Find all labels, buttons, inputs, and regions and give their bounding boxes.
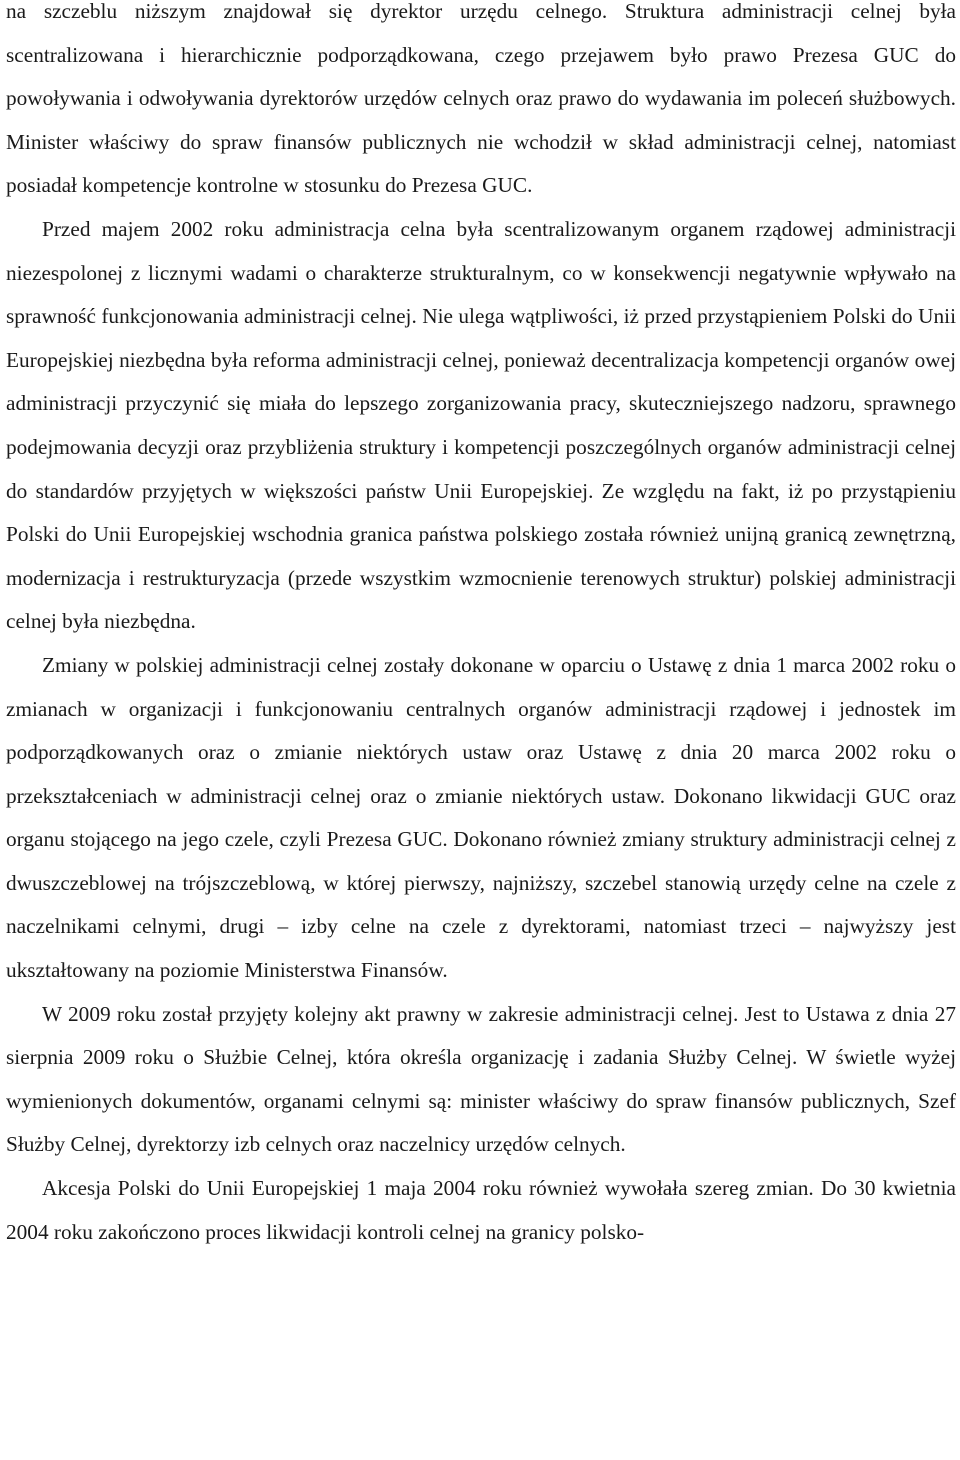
paragraph-5: Akcesja Polski do Unii Europejskiej 1 maja 2004 roku również wywołała szereg zmian. Do 30 kwietnia 2004 roku zakończono proces likwidacji kontroli celnej na granicy polsko- [6,1176,956,1244]
paragraph-3: Zmiany w polskiej administracji celnej zostały dokonane w oparciu o Ustawę z dnia 1 marca 2002 roku o zmianach w organizacji i funkcjonowaniu centralnych organów administracji rządowej i jednostek im podporządkowanych oraz o zmianie niektórych ustaw oraz Ustawę z dnia 20 marca 2002 roku o przekształceniach w administracji celnej oraz o zmianie niektórych ustaw. Dokonano likwidacji GUC oraz organu stojącego na jego czele, czyli Prezesa GUC. Dokonano również zmiany struktury administracji celnej z dwuszczeblowej na trójszczeblową, w której pierwszy, najniższy, szczebel stanowią urzędy celne na czele z naczelnikami celnymi, drugi – izby celne na czele z dyrektorami, natomiast trzeci – najwyższy jest ukształtowany na poziomie Ministerstwa Finansów. [6,652,956,983]
paragraph-4: W 2009 roku został przyjęty kolejny akt prawny w zakresie administracji celnej. Jest to Ustawa z dnia 27 sierpnia 2009 roku o Służbie Celnej, która określa organizację i zadania Służby Celnej. W świetle wyżej wymienionych dokumentów, organami celnymi są: minister właściwy do spraw finansów publicznych, Szef Służby Celnej, dyrektorzy izb celnych oraz naczelnicy urzędów celnych. [6,1001,956,1157]
document-page [6,0,956,1254]
paragraph-2: Przed majem 2002 roku administracja celna była scentralizowanym organem rządowej administracji niezespolonej z licznymi wadami o charakterze strukturalnym, co w konsekwencji negatywnie wpływało na sprawność funkcjonowania administracji celnej. Nie ulega wątpliwości, iż przed przystąpieniem Polski do Unii Europejskiej niezbędna była reforma administracji celnej, ponieważ decentralizacja kompetencji organów owej administracji przyczynić się miała do lepszego zorganizowania pracy, skuteczniejszego nadzoru, sprawnego podejmowania decyzji oraz przybliżenia struktury i kompetencji poszczególnych organów administracji celnej do standardów przyjętych w większości państw Unii Europejskiej. Ze względu na fakt, iż po przystąpieniu Polski do Unii Europejskiej wschodnia granica państwa polskiego została również unijną granicą zewnętrzną, modernizacja i restrukturyzacja (przede wszystkim wzmocnienie terenowych struktur) polskiej administracji celnej była niezbędna. [6,216,956,634]
paragraph-1: na szczeblu niższym znajdował się dyrektor urzędu celnego. Struktura administracji celnej była scentralizowana i hierarchicznie podporządkowana, czego przejawem było prawo Prezesa GUC do powoływania i odwoływania dyrektorów urzędów celnych oraz prawo do wydawania im poleceń służbowych. Minister właściwy do spraw finansów publicznych nie wchodził w skład administracji celnej, natomiast posiadał kompetencje kontrolne w stosunku do Prezesa GUC. [6,0,956,198]
